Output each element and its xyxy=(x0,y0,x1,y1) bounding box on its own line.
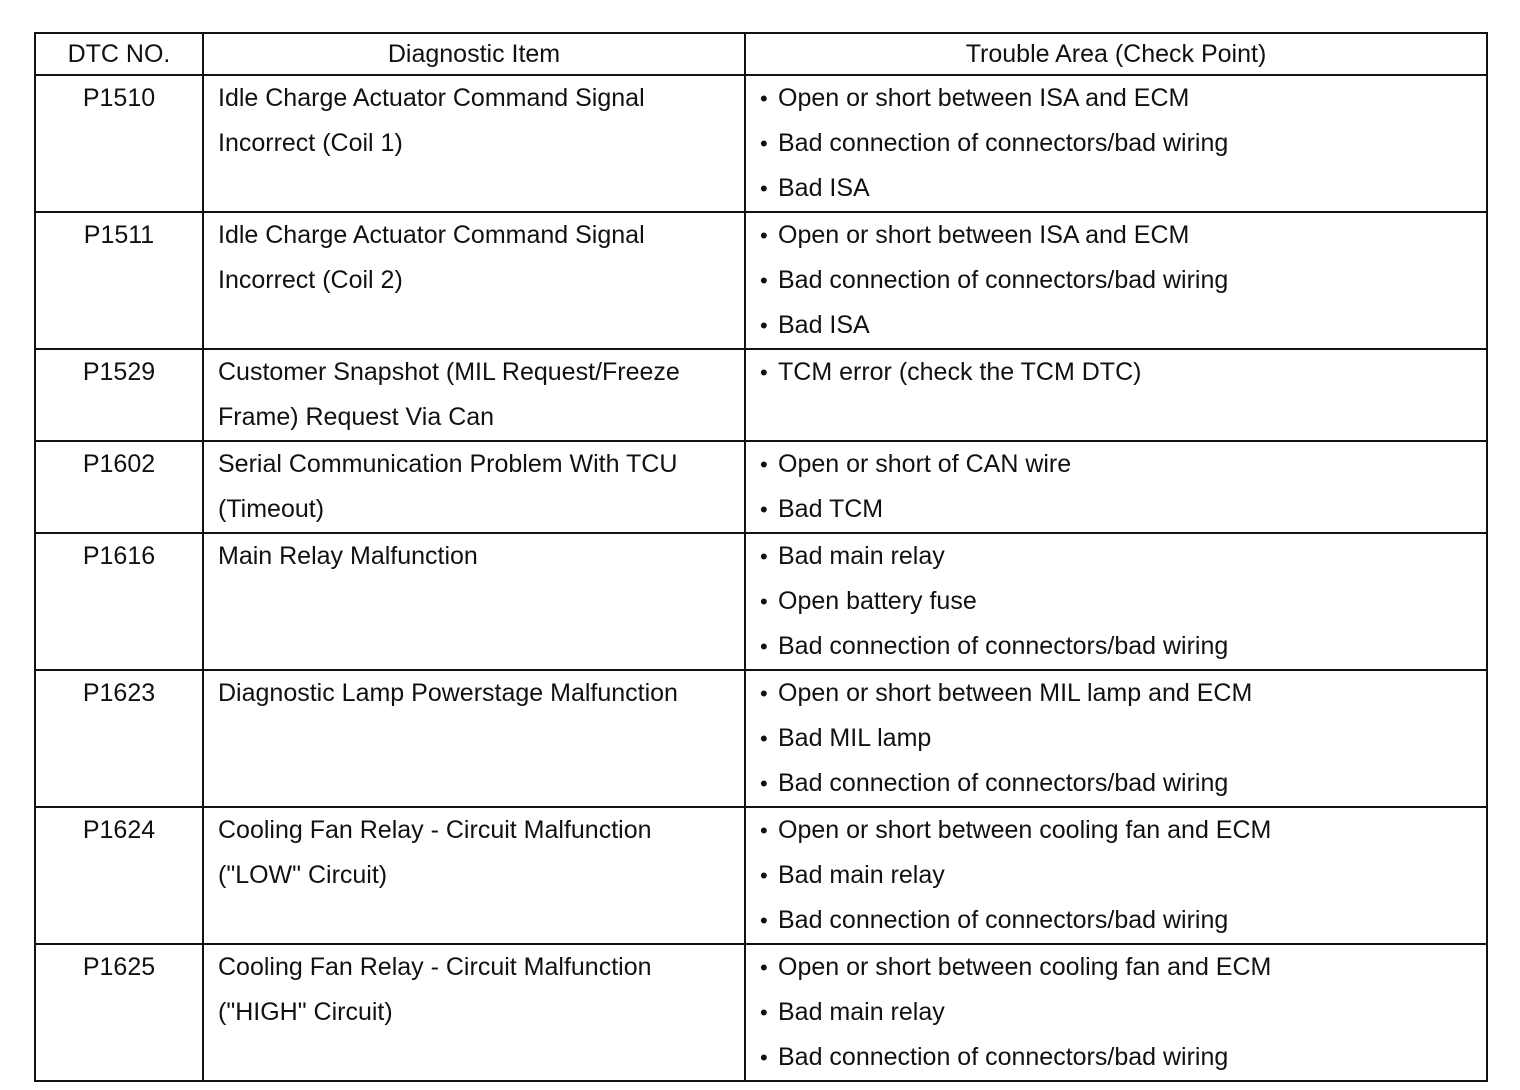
trouble-area-cell xyxy=(745,670,1487,807)
trouble-area-item: • Bad MIL lamp xyxy=(760,716,1486,761)
header-trouble-area: Trouble Area (Check Point) xyxy=(745,33,1487,75)
table-row xyxy=(35,670,1487,807)
trouble-area-item: • Bad TCM xyxy=(760,487,1486,532)
dtc-code: P1511 xyxy=(83,221,155,249)
diagnostic-item-cell xyxy=(203,441,745,533)
header-dtc-no: DTC NO. xyxy=(35,33,203,75)
trouble-area-item: • Open or short between MIL lamp and ECM xyxy=(760,671,1486,716)
trouble-area-item: • Open or short between ISA and ECM xyxy=(760,76,1486,121)
trouble-area-item: • Open or short between cooling fan and ECM xyxy=(760,808,1486,853)
trouble-area-item: • Bad connection of connectors/bad wiring xyxy=(760,761,1486,806)
trouble-area-item: • Bad main relay xyxy=(760,534,1486,579)
diagnostic-item-line: ("LOW" Circuit) xyxy=(218,861,388,889)
dtc-code-cell xyxy=(35,441,203,533)
table-row xyxy=(35,944,1487,1081)
table-row xyxy=(35,349,1487,441)
diagnostic-item-line: Idle Charge Actuator Command Signal xyxy=(218,221,645,249)
table-row xyxy=(35,807,1487,944)
trouble-area-cell xyxy=(745,75,1487,212)
trouble-area-item: • Bad ISA xyxy=(760,303,1486,348)
dtc-table-sheet xyxy=(34,32,1486,1082)
table-row xyxy=(35,212,1487,349)
trouble-area-cell xyxy=(745,349,1487,441)
diagnostic-item-line: Diagnostic Lamp Powerstage Malfunction xyxy=(218,679,678,707)
diagnostic-item-cell xyxy=(203,944,745,1081)
diagnostic-item-line: Cooling Fan Relay - Circuit Malfunction xyxy=(218,816,652,844)
dtc-code: P1624 xyxy=(82,816,156,844)
dtc-code-cell xyxy=(35,349,203,441)
dtc-code-cell xyxy=(35,807,203,944)
dtc-code-cell xyxy=(35,670,203,807)
diagnostic-item-line: Serial Communication Problem With TCU xyxy=(218,450,678,478)
trouble-area-cell xyxy=(745,441,1487,533)
table-row xyxy=(35,533,1487,670)
dtc-code-cell xyxy=(35,944,203,1081)
dtc-code: P1623 xyxy=(82,679,156,707)
table-row xyxy=(35,441,1487,533)
trouble-area-item: • Open or short of CAN wire xyxy=(760,442,1486,487)
diagnostic-item-cell xyxy=(203,349,745,441)
dtc-code: P1625 xyxy=(82,953,156,981)
dtc-code: P1602 xyxy=(82,450,156,478)
trouble-area-item: • Bad main relay xyxy=(760,853,1486,898)
diagnostic-item-line: Main Relay Malfunction xyxy=(218,542,478,570)
dtc-code: P1616 xyxy=(82,542,156,570)
trouble-area-item: • Bad connection of connectors/bad wiring xyxy=(760,1035,1486,1080)
trouble-area-item: • Open battery fuse xyxy=(760,579,1486,624)
diagnostic-item-line: Incorrect (Coil 2) xyxy=(218,266,403,294)
trouble-area-item: • TCM error (check the TCM DTC) xyxy=(760,350,1486,395)
diagnostic-item-cell xyxy=(203,670,745,807)
dtc-code-cell xyxy=(35,533,203,670)
trouble-area-item: • Bad connection of connectors/bad wiring xyxy=(760,258,1486,303)
diagnostic-item-line: ("HIGH" Circuit) xyxy=(218,998,393,1026)
trouble-area-item: • Open or short between cooling fan and ECM xyxy=(760,945,1486,990)
trouble-area-cell xyxy=(745,212,1487,349)
diagnostic-item-cell xyxy=(203,807,745,944)
diagnostic-item-cell xyxy=(203,212,745,349)
diagnostic-item-line: Frame) Request Via Can xyxy=(218,403,495,431)
trouble-area-cell xyxy=(745,807,1487,944)
dtc-table xyxy=(34,32,1488,1082)
dtc-code: P1529 xyxy=(82,358,156,386)
table-body xyxy=(35,75,1487,1081)
table-row xyxy=(35,75,1487,212)
trouble-area-item: • Open or short between ISA and ECM xyxy=(760,213,1486,258)
diagnostic-item-line: Idle Charge Actuator Command Signal xyxy=(218,84,645,112)
trouble-area-cell xyxy=(745,944,1487,1081)
header-diagnostic-item: Diagnostic Item xyxy=(203,33,745,75)
trouble-area-item: • Bad connection of connectors/bad wiring xyxy=(760,121,1486,166)
table-header-row xyxy=(35,33,1487,75)
trouble-area-item: • Bad connection of connectors/bad wiring xyxy=(760,624,1486,669)
trouble-area-item: • Bad ISA xyxy=(760,166,1486,211)
diagnostic-item-line: Customer Snapshot (MIL Request/Freeze xyxy=(218,358,680,386)
dtc-code: P1510 xyxy=(82,84,156,112)
dtc-code-cell xyxy=(35,75,203,212)
diagnostic-item-line: Incorrect (Coil 1) xyxy=(218,129,403,157)
diagnostic-item-line: (Timeout) xyxy=(218,495,325,523)
trouble-area-item: • Bad main relay xyxy=(760,990,1486,1035)
diagnostic-item-line: Cooling Fan Relay - Circuit Malfunction xyxy=(218,953,652,981)
trouble-area-cell xyxy=(745,533,1487,670)
dtc-code-cell xyxy=(35,212,203,349)
diagnostic-item-cell xyxy=(203,533,745,670)
diagnostic-item-cell xyxy=(203,75,745,212)
trouble-area-item: • Bad connection of connectors/bad wiring xyxy=(760,898,1486,943)
